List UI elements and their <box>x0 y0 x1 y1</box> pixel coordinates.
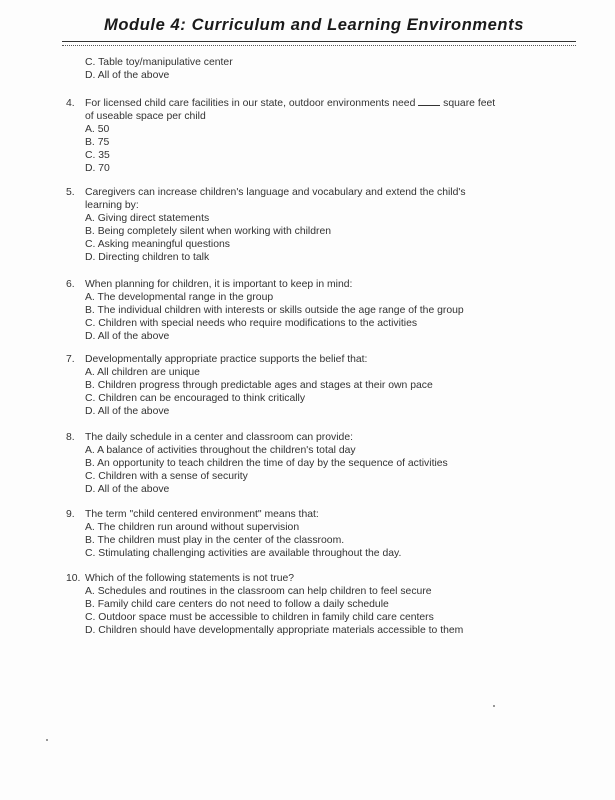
question-text-line2: learning by: <box>85 200 139 211</box>
option-b: B. Being completely silent when working with children <box>85 226 332 237</box>
question-7 <box>66 353 433 418</box>
question-9-stem <box>66 508 401 521</box>
question-text: When planning for children, it is important to keep in mind: <box>85 279 353 290</box>
question-5-stem <box>66 186 466 199</box>
option-c: C. Stimulating challenging activities are available throughout the day. <box>85 548 402 559</box>
scan-speck <box>493 705 495 707</box>
question-number: 4. <box>66 98 75 109</box>
question-text: For licensed child care facilities in our state, outdoor environments need <box>85 98 416 109</box>
question-number: 8. <box>66 432 75 443</box>
option-d: D. 70 <box>85 163 110 174</box>
question-text: The term "child centered environment" means that: <box>85 509 319 520</box>
option-c: C. Children can be encouraged to think critically <box>85 393 306 404</box>
question-7-stem <box>66 353 433 366</box>
question-6-stem <box>66 278 464 291</box>
question-text: Caregivers can increase children's language and vocabulary and extend the child's <box>85 187 466 198</box>
question-10 <box>66 572 463 637</box>
question-10-stem <box>66 572 463 585</box>
option-d: D. All of the above <box>85 484 170 495</box>
option-b: B. An opportunity to teach children the time of day by the sequence of activities <box>85 458 448 469</box>
option-a: A. The children run around without supervision <box>85 522 300 533</box>
question-text: Developmentally appropriate practice supports the belief that: <box>85 354 368 365</box>
option-d: D. All of the above <box>85 70 170 81</box>
question-number: 10. <box>66 573 81 584</box>
option-c: C. 35 <box>85 150 110 161</box>
question-number: 9. <box>66 509 75 520</box>
question-6 <box>66 278 464 343</box>
question-number: 5. <box>66 187 75 198</box>
page-title: Module 4: Curriculum and Learning Environments <box>104 16 524 34</box>
option-a: A. A balance of activities throughout the children's total day <box>85 445 356 456</box>
question-8 <box>66 431 448 496</box>
option-c: C. Outdoor space must be accessible to children in family child care centers <box>85 612 434 623</box>
option-c: C. Children with special needs who require modifications to the activities <box>85 318 418 329</box>
option-b: B. 75 <box>85 137 110 148</box>
continued-options <box>66 56 233 82</box>
fill-in-blank <box>418 96 440 106</box>
scan-speck <box>46 739 48 741</box>
question-number: 6. <box>66 279 75 290</box>
option-d: D. Directing children to talk <box>85 252 210 263</box>
option-b: B. Children progress through predictable ages and stages at their own pace <box>85 380 433 391</box>
question-number: 7. <box>66 354 75 365</box>
question-text-line2: of useable space per child <box>85 111 206 122</box>
option-c: C. Asking meaningful questions <box>85 239 230 250</box>
option-b: B. The individual children with interests or skills outside the age range of the group <box>85 305 464 316</box>
question-4-stem <box>66 96 495 110</box>
option-d: D. All of the above <box>85 331 170 342</box>
option-d: D. All of the above <box>85 406 170 417</box>
option-d: D. Children should have developmentally appropriate materials accessible to them <box>85 625 464 636</box>
question-4 <box>66 96 495 175</box>
question-text-after: square feet <box>443 98 496 109</box>
option-a: A. The developmental range in the group <box>85 292 274 303</box>
option-a: A. Giving direct statements <box>85 213 210 224</box>
option-c: C. Table toy/manipulative center <box>85 57 233 68</box>
question-text: Which of the following statements is not true? <box>85 573 295 584</box>
question-8-stem <box>66 431 448 444</box>
title-underline <box>62 41 576 46</box>
option-b: B. The children must play in the center of the classroom. <box>85 535 345 546</box>
option-a: A. Schedules and routines in the classroom can help children to feel secure <box>85 586 432 597</box>
question-5 <box>66 186 466 264</box>
question-9 <box>66 508 401 560</box>
option-c: C. Children with a sense of security <box>85 471 248 482</box>
question-text: The daily schedule in a center and classroom can provide: <box>85 432 353 443</box>
option-b: B. Family child care centers do not need to follow a daily schedule <box>85 599 389 610</box>
option-a: A. 50 <box>85 124 110 135</box>
option-a: A. All children are unique <box>85 367 200 378</box>
